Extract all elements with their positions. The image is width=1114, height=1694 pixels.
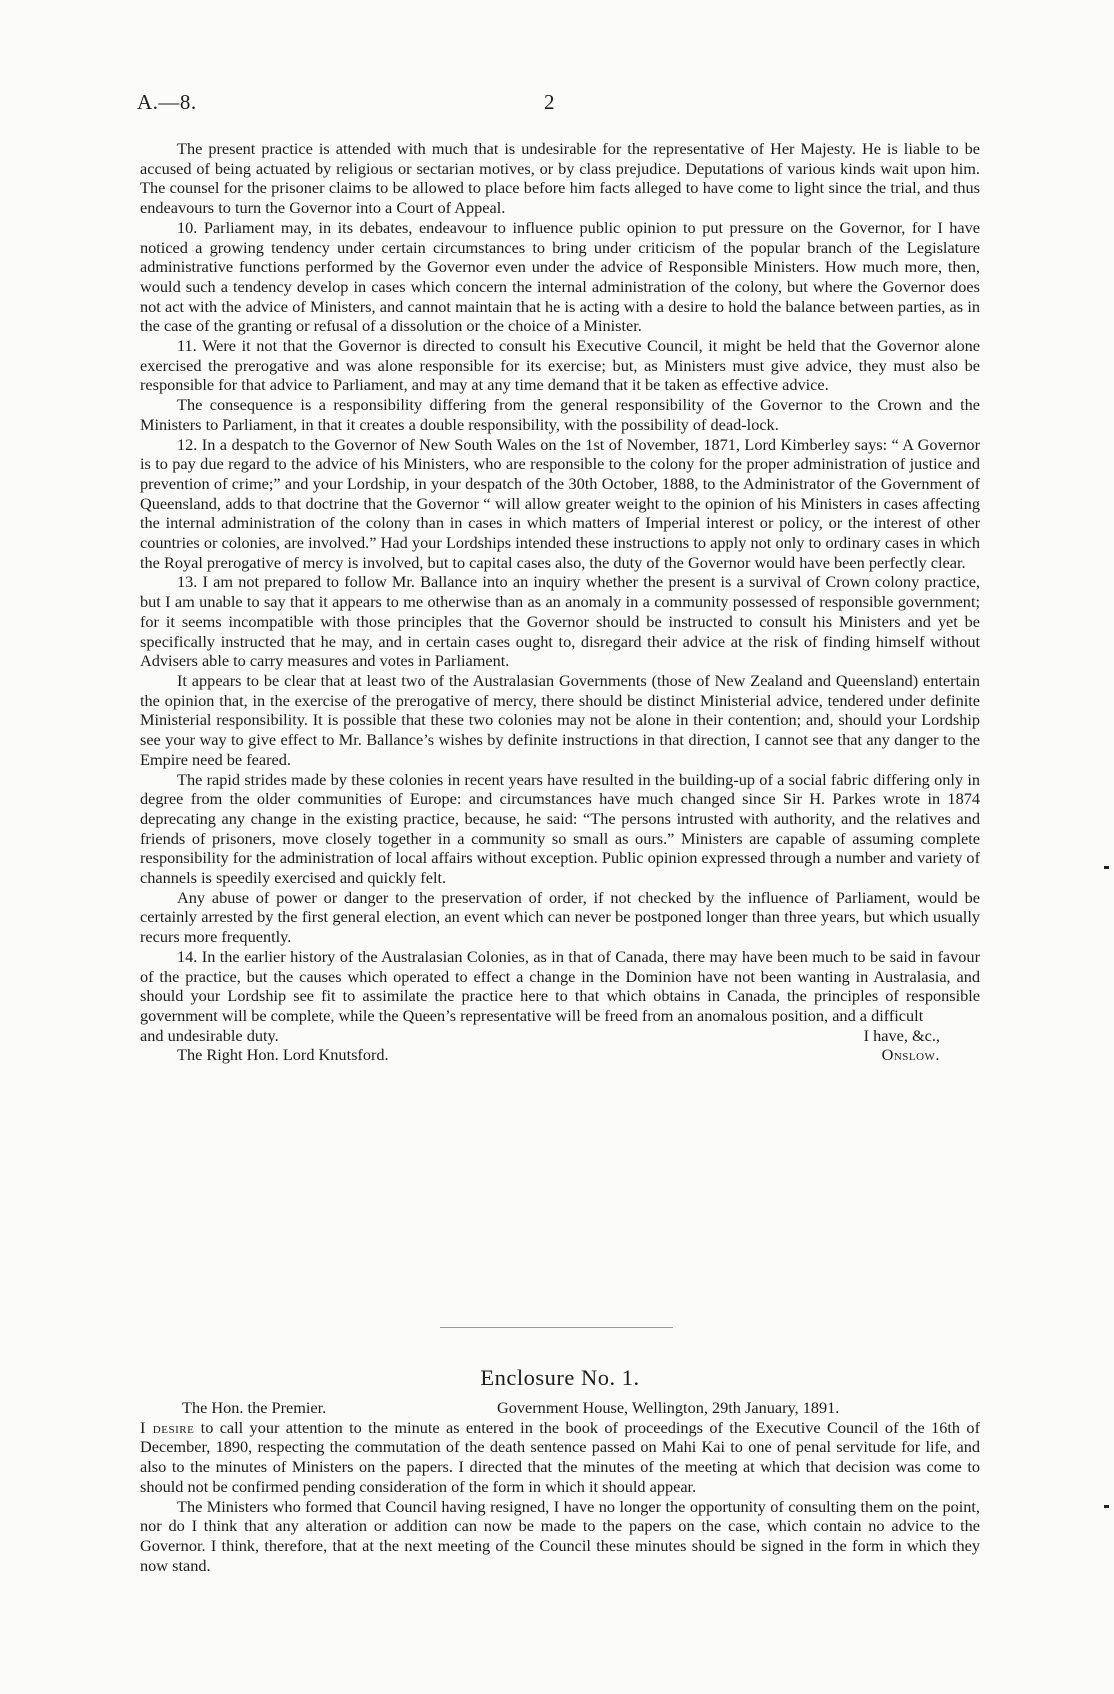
- addressee-line: [140, 1045, 980, 1065]
- paragraph: 14. In the earlier history of the Australasian Colonies, as in that of Canada, there may have been much to be said in favour of the practice, but the causes which operated to effect a change in the Dominion have not been wanting in Australasia, and should your Lordship see fit to assimilate the practice here to that which obtains in Canada, the principles of responsible government will be complete, while the Queen’s representative will be freed from an anomalous position, and a difficult: [140, 946, 980, 1025]
- addressee: The Right Hon. Lord Knutsford.: [177, 1045, 389, 1065]
- paragraph: The present practice is attended with much that is undesirable for the representative of Her Majesty. He is liable to be accused of being actuated by religious or sectarian motives, or by class prejudice. Deputations of various kinds wait upon him. The counsel for the prisoner claims to be allowed to place before him facts alleged to have come to light since the trial, and thus endeavours to turn the Governor into a Court of Appeal.: [140, 139, 980, 218]
- valediction: I have, &c.,: [863, 1025, 940, 1045]
- section-divider: [440, 1327, 673, 1328]
- paragraph: It appears to be clear that at least two of the Australasian Governments (those of New Zealand and Queensland) entertain the opinion that, in the exercise of the prerogative of mercy, there should be distinct Ministerial advice, tendered under definite Ministerial responsibility. It is possible that these two colonies may not be alone in their contention; and, should your Lordship see your way to give effect to Mr. Ballance’s wishes by definite instructions in that direction, I cannot see that any danger to the Empire need be feared.: [140, 670, 980, 769]
- paragraph: 12. In a despatch to the Governor of New South Wales on the 1st of November, 1871, Lord Kimberley says: “ A Governor is to pay due regard to the advice of his Ministers, who are responsible to the colony for the proper administration of justice and prevention of crime;” and your Lordship, in your despatch of the 30th October, 1888, to the Administrator of the Government of Queensland, adds to that doctrine that the Governor “ will allow greater weight to the opinion of his Ministers in cases affecting the internal administration of the colony than in cases in which matters of Imperial interest or policy, or the interest of other countries or colonies, are involved.” Had your Lordships intended these instructions to apply not only to ordinary cases in which the Royal prerogative of mercy is involved, but to capital cases also, the duty of the Governor would have been perfectly clear.: [140, 434, 980, 572]
- opening-word: I desire: [140, 1417, 195, 1437]
- page-number: 2: [544, 90, 555, 114]
- paragraph: The Ministers who formed that Council having resigned, I have no longer the opportunity of consulting them on the point, nor do I think that any alteration or addition can now be made to the papers on the case, which contain no advice to the Governor. I think, therefore, that at the next meeting of the Council these minutes should be signed in the form in which they now stand.: [140, 1496, 980, 1575]
- closing-line: [140, 1026, 980, 1046]
- enclosure-place-date: Government House, Wellington, 29th January, 1891.: [497, 1398, 840, 1417]
- despatch-body: [140, 139, 980, 1065]
- paragraph: 10. Parliament may, in its debates, endeavour to influence public opinion to put pressure on the Governor, for I have noticed a growing tendency under certain circumstances to bring under criticism of the popular branch of the Legislature administrative functions performed by the Governor even under the advice of Responsible Ministers. How much more, then, would such a tendency develop in cases which concern the internal administration of the colony, but where the Governor does not act with the advice of Ministers, and cannot maintain that he is acting with a desire to hold the balance between parties, as in the case of the granting or refusal of a dissolution or the choice of a Minister.: [140, 217, 980, 336]
- document-reference: A.—8.: [137, 90, 197, 114]
- margin-mark: [1104, 1505, 1109, 1508]
- paragraph-text: to call your attention to the minute as entered in the book of proceedings of the Executive Council of the 16th of December, 1890, respecting the commutation of the death sentence passed on Mahi Kai to one of penal servitude for life, and also to the minutes of Ministers on the papers. I directed that the minutes of the meeting at which that decision was come to should not be confirmed pending consideration of the form in which it should appear.: [140, 1417, 980, 1496]
- enclosure-title: Enclosure No. 1.: [480, 1365, 640, 1390]
- page-header: [137, 90, 983, 120]
- enclosure-recipient: The Hon. the Premier.: [182, 1398, 327, 1417]
- signature: Onslow.: [881, 1045, 940, 1065]
- paragraph: 13. I am not prepared to follow Mr. Ballance into an inquiry whether the present is a survival of Crown colony practice, but I am unable to say that it appears to me otherwise than as an anomaly in a community possessed of responsible government; for it seems incompatible with those principles that the Governor should be instructed to consult his Ministers and yet be specifically instructed that he may, and in certain cases ought to, disregard their advice at the risk of finding himself without Advisers able to carry measures and votes in Parliament.: [140, 572, 980, 671]
- enclosure-body: [140, 1398, 980, 1575]
- paragraph: The consequence is a responsibility differing from the general responsibility of the Governor to the Crown and the Ministers to Parliament, in that it creates a double responsibility, with the possibility of dead-lock.: [140, 395, 980, 434]
- paragraph: [140, 1418, 980, 1497]
- margin-mark: [1104, 866, 1109, 869]
- closing-last-line: and undesirable duty.: [140, 1025, 279, 1045]
- enclosure-address-line: [140, 1398, 980, 1418]
- paragraph: The rapid strides made by these colonies in recent years have resulted in the building-up of a social fabric differing only in degree from the older communities of Europe: and circumstances have much changed since Sir H. Parkes wrote in 1874 deprecating any change in the existing practice, because, he said: “The persons intrusted with authority, and the relatives and friends of prisoners, move closely together in a community so small as ours.” Ministers are capable of assuming complete responsibility for the administration of local affairs without exception. Public opinion expressed through a number and variety of channels is speedily exercised and quickly felt.: [140, 769, 980, 888]
- paragraph: 11. Were it not that the Governor is directed to consult his Executive Council, it might be held that the Governor alone exercised the prerogative and was alone responsible for its exercise; but, as Ministers must give advice, they must also be responsible for that advice to Parliament, and may at any time demand that it be taken as effective advice.: [140, 336, 980, 395]
- paragraph: Any abuse of power or danger to the preservation of order, if not checked by the influence of Parliament, would be certainly arrested by the first general election, an event which can never be postponed longer than three years, but which usually recurs more frequently.: [140, 887, 980, 947]
